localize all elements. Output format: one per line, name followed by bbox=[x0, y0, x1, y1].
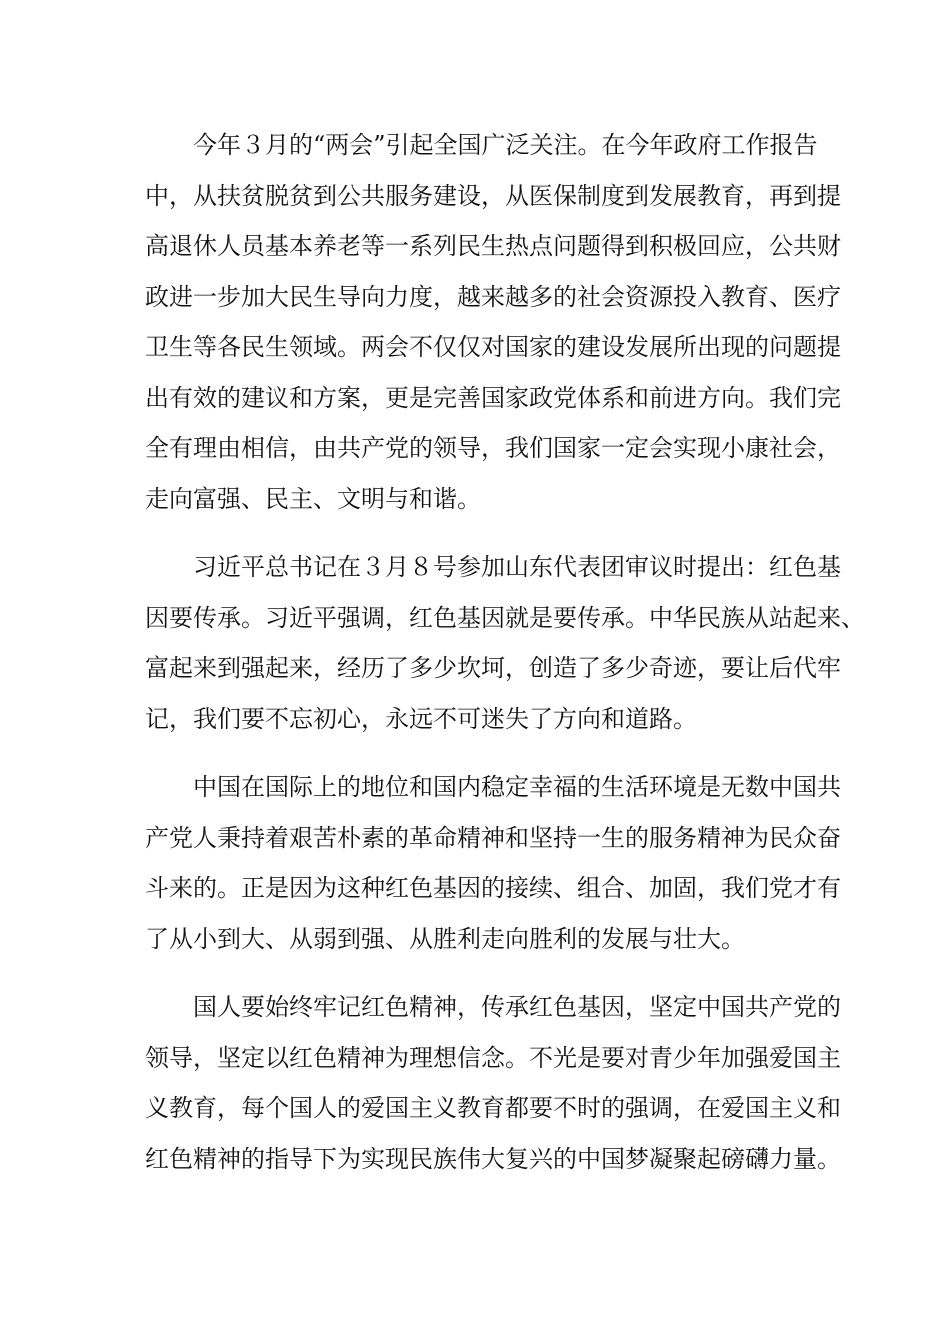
document-body bbox=[145, 120, 865, 1202]
paragraph-1 bbox=[145, 120, 841, 524]
paragraph-line: 中国在国际上的地位和国内稳定幸福的生活环境是无数中国共 bbox=[193, 773, 841, 801]
paragraph-line: 中，从扶贫脱贫到公共服务建设，从医保制度到发展教育，再到提 bbox=[145, 181, 841, 210]
paragraph-line: 走向富强、民主、文明与和谐。 bbox=[145, 484, 481, 513]
paragraph-line: 领导，坚定以红色精神为理想信念。不光是要对青少年加强爱国主 bbox=[145, 1043, 841, 1072]
paragraph-3 bbox=[145, 762, 841, 964]
paragraph-line: 义教育，每个国人的爱国主义教育都要不时的强调，在爱国主义和 bbox=[145, 1094, 841, 1122]
paragraph-line: 记，我们要不忘初心，永远不可迷失了方向和道路。 bbox=[145, 704, 697, 733]
paragraph-line: 产党人秉持着艰苦朴素的革命精神和坚持一生的服务精神为民众奋 bbox=[145, 823, 841, 852]
paragraph-line: 今年３月的“两会”引起全国广泛关注。在今年政府工作报告 bbox=[193, 131, 818, 159]
paragraph-line: 了从小到大、从弱到强、从胜利走向胜利的发展与壮大。 bbox=[145, 924, 745, 953]
paragraph-line: 国人要始终牢记红色精神，传承红色基因，坚定中国共产党的 bbox=[193, 993, 841, 1021]
paragraph-2 bbox=[145, 542, 865, 744]
paragraph-line: 全有理由相信，由共产党的领导，我们国家一定会实现小康社会， bbox=[145, 434, 841, 462]
paragraph-line: 高退休人员基本养老等一系列民生热点问题得到积极回应，公共财 bbox=[145, 232, 841, 260]
paragraph-line: 卫生等各民生领域。两会不仅仅对国家的建设发展所出现的问题提 bbox=[145, 333, 841, 361]
paragraph-line: 习近平总书记在３月８号参加山东代表团审议时提出：红色基 bbox=[193, 553, 841, 581]
paragraph-line: 出有效的建议和方案，更是完善国家政党体系和前进方向。我们完 bbox=[145, 383, 841, 412]
paragraph-line: 政进一步加大民生导向力度，越来越多的社会资源投入教育、医疗 bbox=[145, 282, 841, 311]
paragraph-line: 红色精神的指导下为实现民族伟大复兴的中国梦凝聚起磅礴力量。 bbox=[145, 1144, 841, 1173]
paragraph-line: 富起来到强起来，经历了多少坎坷，创造了多少奇迹，要让后代牢 bbox=[145, 654, 841, 682]
paragraph-4 bbox=[145, 982, 841, 1184]
paragraph-line: 斗来的。正是因为这种红色基因的接续、组合、加固，我们党才有 bbox=[145, 874, 841, 902]
paragraph-line: 因要传承。习近平强调，红色基因就是要传承。中华民族从站起来、 bbox=[145, 603, 865, 632]
